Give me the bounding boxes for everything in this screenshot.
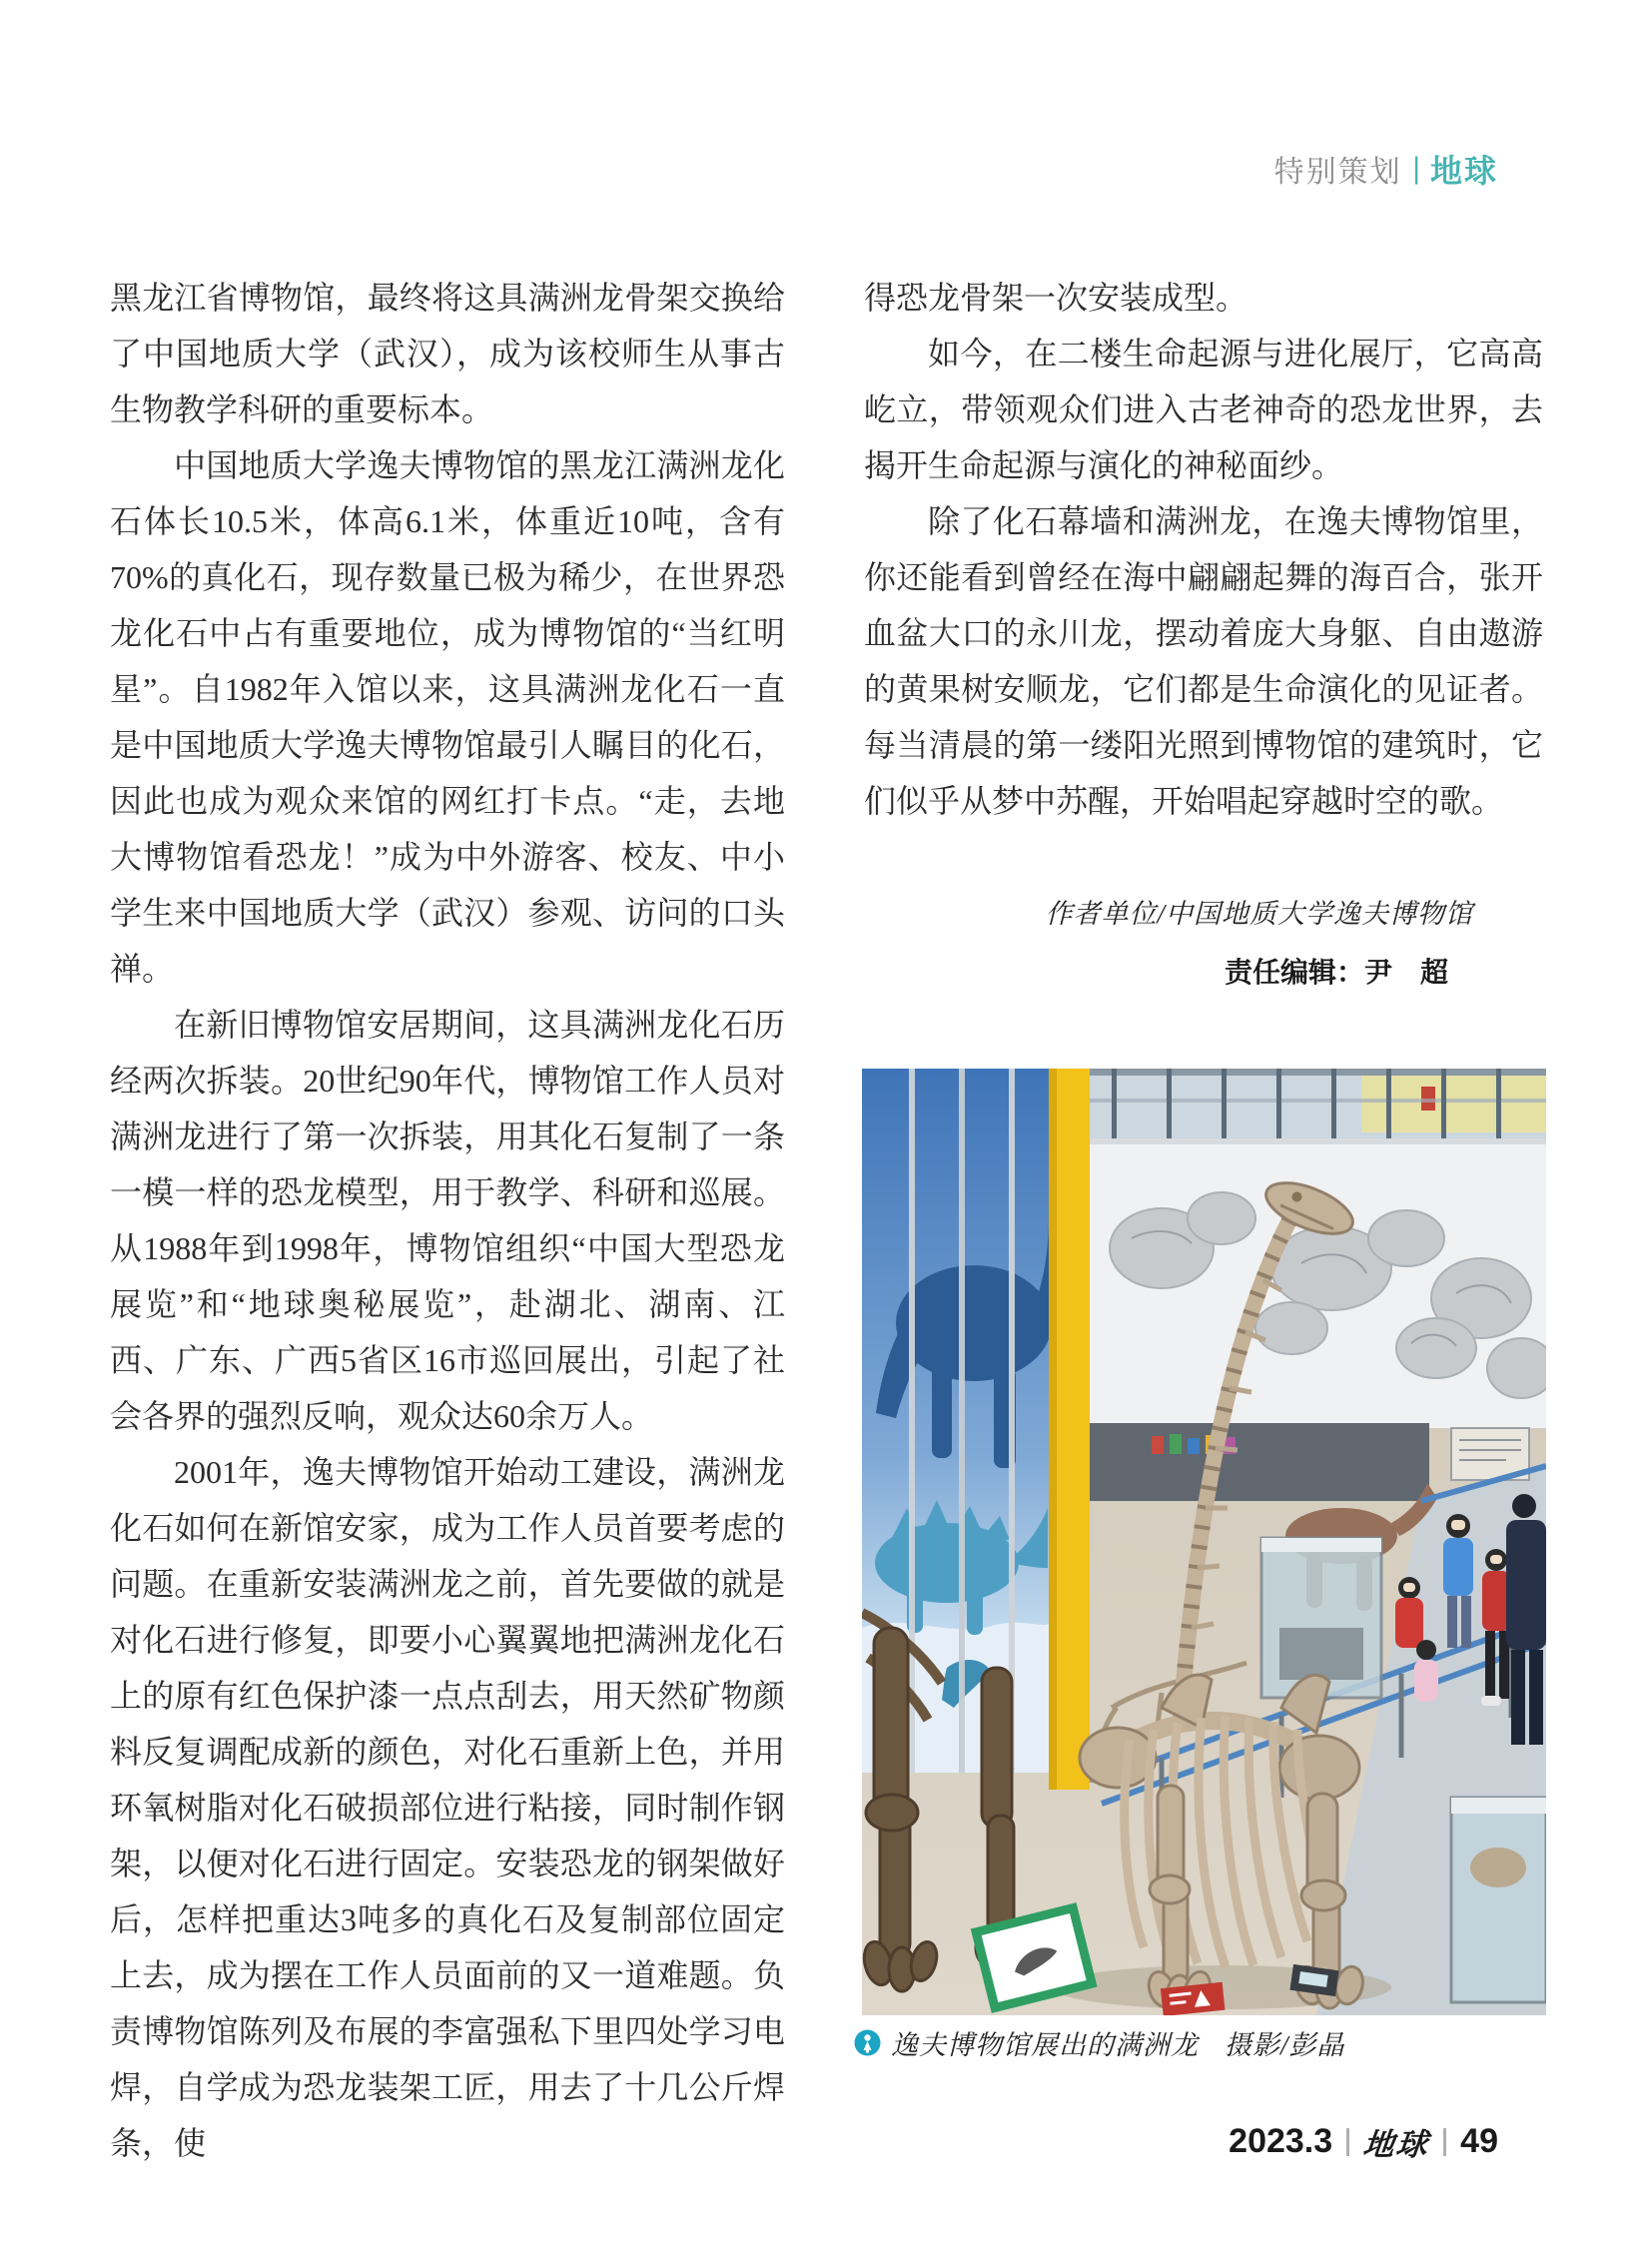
header-section-label: 特别策划 — [1273, 156, 1402, 189]
page-header — [1274, 146, 1498, 192]
paragraph: 2001年，逸夫博物馆开始动工建设，满洲龙化石如何在新馆安家，成为工作人员首要考虑的问题。在重新安装满洲龙之前，首先要做的就是对化石进行修复，即要小心翼翼地把满洲龙化石上的原有红色保护漆一点点刮去，用天然矿物颜料反复调配成新的颜色，对化石重新上色，并用环氧树脂对化石破损部位进行粘接，同时制作钢架，以便对化石进行固定。安装恐龙的钢架做好后，怎样把重达3吨多的真化石及复制部位固定上去，成为摆在工作人员面前的又一道难题。负责博物馆陈列及布展的李富强私下里四处学习电焊，自学成为恐龙装架工匠，用去了十几公斤焊条，使 — [110, 1454, 785, 2161]
editor-credit: 责任编辑：尹 超 — [1224, 957, 1448, 988]
museum-photo-illustration — [862, 1069, 1546, 2015]
paragraph: 除了化石幕墙和满洲龙，在逸夫博物馆里，你还能看到曾经在海中翩翩起舞的海百合，张开血盆大口的永川龙，摆动着庞大身躯、自由遨游的黄果树安顺龙，它们都是生命演化的见证者。每当清晨的第一缕阳光照到博物馆的建筑时，它们似乎从梦中苏醒，开始唱起穿越时空的歌。 — [864, 503, 1543, 819]
header-divider: | — [1413, 152, 1419, 185]
paragraph: 中国地质大学逸夫博物馆的黑龙江满洲龙化石体长10.5米，体高6.1米，体重近10吨，含有70%的真化石，现存数量已极为稀少，在世界恐龙化石中占有重要地位，成为博物馆的“当红明星”。自1982年入馆以来，这具满洲龙化石一直是中国地质大学逸夫博物馆最引人瞩目的化石，因此也成为观众来馆的网红打卡点。“走，去地大博物馆看恐龙！”成为中外游客、校友、中小学生来中国地质大学（武汉）参观、访问的口头禅。 — [110, 447, 785, 987]
yellow-pillar — [1049, 1069, 1090, 1790]
right-column — [864, 270, 1543, 829]
photo-credit: 摄影/彭晶 — [1225, 2030, 1345, 2060]
photo-caption-row — [854, 2023, 1548, 2062]
footer-divider — [1443, 2128, 1446, 2156]
footer-page-number: 49 — [1460, 2122, 1498, 2160]
paragraph: 在新旧博物馆安居期间，这具满洲龙化石历经两次拆装。20世纪90年代，博物馆工作人员对满洲龙进行了第一次拆装，用其化石复制了一条一模一样的恐龙模型，用于教学、科研和巡展。从1988年到1998年，博物馆组织“中国大型恐龙展览”和“地球奥秘展览”，赴湖北、湖南、江西、广东、广西5省区16市巡回展出，引起了社会各界的强烈反响，观众达60余万人。 — [110, 1007, 785, 1434]
header-magazine-label: 地球 — [1429, 153, 1498, 189]
paragraph: 如今，在二楼生命起源与进化展厅，它高高屹立，带领观众们进入古老神奇的恐龙世界，去揭开生命起源与演化的神秘面纱。 — [864, 336, 1543, 483]
paragraph: 黑龙江省博物馆，最终将这具满洲龙骨架交换给了中国地质大学（武汉），成为该校师生从事古生物教学科研的重要标本。 — [110, 280, 785, 427]
left-column — [110, 270, 785, 2171]
author-affiliation: 作者单位/中国地质大学逸夫博物馆 — [1045, 899, 1473, 929]
museum-photo — [862, 1069, 1546, 2015]
paragraph: 得恐龙骨架一次安装成型。 — [864, 280, 1248, 316]
figure-marker-icon — [854, 2029, 881, 2056]
footer-divider — [1346, 2128, 1349, 2156]
footer-magazine-logo: 地球 — [1360, 2127, 1431, 2163]
footer-issue: 2023.3 — [1229, 2122, 1333, 2160]
photo-caption — [891, 2023, 1345, 2062]
page-footer — [1229, 2119, 1498, 2164]
photo-caption-text: 逸夫博物馆展出的满洲龙 — [891, 2030, 1199, 2060]
